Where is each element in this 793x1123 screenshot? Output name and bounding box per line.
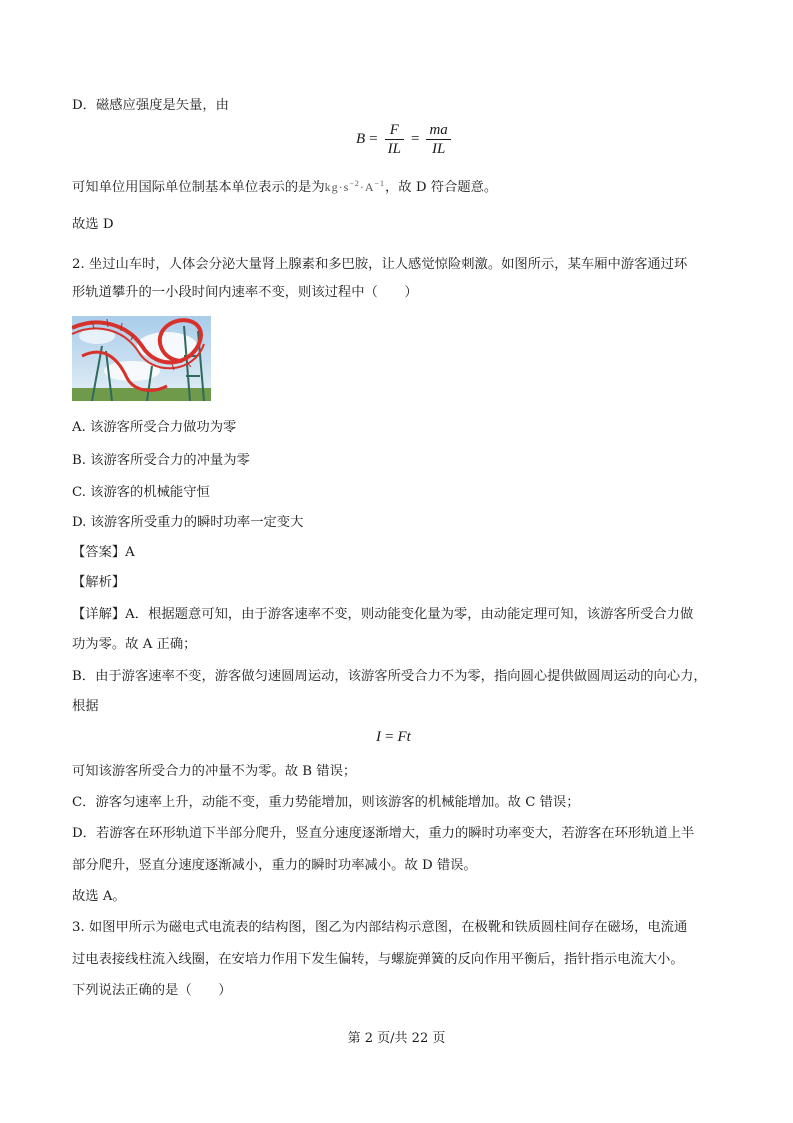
page-number-footer: 第 2 页/共 22 页 <box>347 1031 446 1046</box>
formula-rhs: Ft <box>397 729 411 745</box>
q2-answer-conclusion: 故选 A。 <box>72 889 126 904</box>
unit-line-suffix: ，故 D 符合题意。 <box>385 180 498 195</box>
formula-magnetic-field <box>356 121 454 158</box>
q3-stem-line2: 过电表接线柱流入线圈，在安培力作用下发生偏转，与螺旋弹簧的反向作用平衡后，指针指示电流大小。 <box>72 952 684 967</box>
q2-option-c: C. 该游客的机械能守恒 <box>72 485 210 500</box>
q1-answer-conclusion: 故选 D <box>72 217 114 232</box>
analysis-label: 【解析】 <box>72 575 126 590</box>
formula-eq1: = <box>369 131 378 147</box>
q1-option-d-text: D．磁感应强度是矢量，由 <box>72 98 229 113</box>
fraction-denominator: IL <box>387 141 401 157</box>
roller-coaster-photo <box>72 316 211 401</box>
formula-eq: = <box>385 729 394 745</box>
detail-line-3: B．由于游客速率不变，游客做匀速圆周运动，该游客所受合力不为零，指向圆心提供做圆周运动的向心力， <box>72 669 707 684</box>
formula-impulse <box>376 729 411 746</box>
unit-line-prefix: 可知单位用国际单位制基本单位表示的是为 <box>72 180 325 195</box>
q2-stem-line1: 2. 坐过山车时，人体会分泌大量肾上腺素和多巴胺，让人感觉惊险刺激。如图所示，某车厢中游客通过环 <box>72 257 688 272</box>
answer-label: 【答案】A <box>72 545 135 560</box>
roller-coaster-illustration <box>72 316 211 401</box>
detail-line-8: 部分爬升，竖直分速度逐渐减小，重力的瞬时功率减小。故 D 错误。 <box>72 858 477 873</box>
q2-stem-line2: 形轨道攀升的一小段时间内速率不变，则该过程中（ ） <box>72 285 418 300</box>
detail-line-6: C．游客匀速率上升，动能不变，重力势能增加，则该游客的机械能增加。故 C 错误； <box>72 795 580 810</box>
detail-line-2: 功为零。故 A 正确； <box>72 637 197 652</box>
unit-expression <box>325 180 385 194</box>
formula-lhs: I <box>376 729 381 745</box>
detail-line-4: 根据 <box>72 699 99 714</box>
detail-line-7: D．若游客在环形轨道下半部分爬升，竖直分速度逐渐增大，重力的瞬时功率变大，若游客在环形轨道上半 <box>72 826 695 841</box>
fraction-f-over-il <box>385 121 404 158</box>
unit-s-exponent: −2 <box>349 179 360 188</box>
fraction-numerator: F <box>389 122 399 138</box>
q2-option-a: A. 该游客所受合力做功为零 <box>72 420 237 435</box>
detail-line-1: 【详解】A．根据题意可知，由于游客速率不变，则动能变化量为零，由动能定理可知，该游客所受合力做 <box>72 607 694 622</box>
unit-kg-s: kg·s <box>324 180 350 194</box>
q2-option-b: B. 该游客所受合力的冲量为零 <box>72 453 250 468</box>
formula-lhs: B <box>356 131 366 147</box>
fraction-ma-over-il <box>426 121 450 158</box>
detail-line-5: 可知该游客所受合力的冲量不为零。故 B 错误； <box>72 764 357 779</box>
fraction-denominator: IL <box>431 141 446 157</box>
unit-a: ·A <box>359 180 375 194</box>
fraction-numerator: ma <box>429 122 448 138</box>
formula-eq2: = <box>410 131 420 147</box>
unit-conclusion-line <box>72 174 497 198</box>
q2-option-d: D. 该游客所受重力的瞬时功率一定变大 <box>72 515 304 530</box>
q3-stem-line1: 3. 如图甲所示为磁电式电流表的结构图，图乙为内部结构示意图，在极靴和铁质圆柱间存在磁场，电流通 <box>72 920 688 935</box>
unit-a-exponent: −1 <box>374 179 386 188</box>
q3-stem-line3: 下列说法正确的是（ ） <box>72 983 232 998</box>
